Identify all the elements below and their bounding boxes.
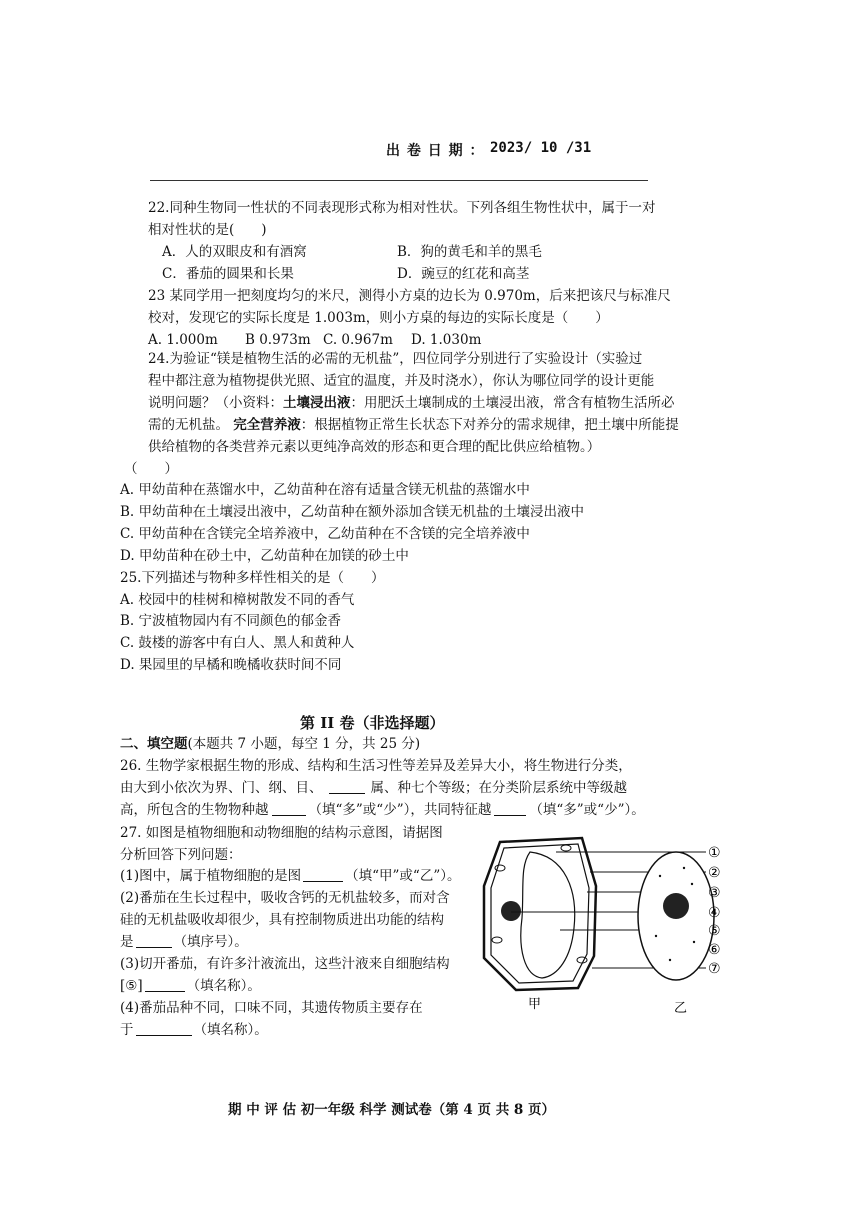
q25-option-c: C. 鼓楼的游客中有白人、黑人和黄种人 xyxy=(120,635,355,651)
q24-stem-line4: 需的无机盐。 完全营养液：根据植物正常生长状态下对养分的需求规律，把土壤中所能提 xyxy=(148,417,679,433)
label-2: ② xyxy=(708,865,721,881)
section-2-subtitle: 二、填空题(本题共 7 小题，每空 1 分，共 25 分) xyxy=(120,736,421,752)
q24-answer-paren: （ ） xyxy=(124,461,178,477)
q23-stem-line2: 校对，发现它的实际长度是 1.003m，则小方桌的每边的实际长度是（ ） xyxy=(148,310,609,326)
q23-option-b: B 0.973m xyxy=(245,332,311,348)
q25-option-a: A. 校园中的桂树和樟树散发不同的香气 xyxy=(120,592,355,608)
q27-part-2c: 是 （填序号）。 xyxy=(120,934,248,950)
q27-part-3a: (3)切开番茄，有许多汁液流出，这些汁液来自细胞结构 xyxy=(120,956,450,972)
animal-cell-diagram xyxy=(638,852,714,980)
plant-cell-wall xyxy=(484,838,596,990)
term-nutrient-solution: 完全营养液 xyxy=(233,417,301,433)
q24-option-c: C. 甲幼苗种在含镁完全培养液中，乙幼苗种在不含镁的完全培养液中 xyxy=(120,526,530,542)
q27-line2: 分析回答下列问题： xyxy=(120,847,242,863)
chloroplast xyxy=(492,937,502,943)
q27-part-4b: 于 （填名称）。 xyxy=(120,1022,268,1038)
structure-labels xyxy=(708,845,721,977)
caption-yi: 乙 xyxy=(674,1001,688,1016)
q24-stem-line1: 24.为验证“镁是植物生活的必需的无机盐”，四位同学分别进行了实验设计（实验过 xyxy=(148,351,643,367)
q23-stem-line1: 23 某同学用一把刻度均匀的米尺，测得小方桌的边长为 0.970m，后来把该尺与标准尺 xyxy=(148,288,671,304)
q22-option-b: B．狗的黄毛和羊的黑毛 xyxy=(397,244,542,260)
q26-blank-1[interactable] xyxy=(329,779,365,794)
label-4: ④ xyxy=(708,905,721,921)
q22-stem-line1: 22.同种生物同一性状的不同表现形式称为相对性状。下列各组生物性状中，属于一对 xyxy=(148,200,656,216)
q27-blank-2[interactable] xyxy=(136,933,172,948)
caption-jia: 甲 xyxy=(528,997,542,1012)
q27-blank-4[interactable] xyxy=(136,1021,192,1036)
q27-part-2a: (2)番茄在生长过程中，吸收含钙的无机盐较多，而对含 xyxy=(120,890,450,906)
q22-option-a: A．人的双眼皮和有酒窝 xyxy=(162,244,307,260)
q27-part-4a: (4)番茄品种不同，口味不同，其遗传物质主要存在 xyxy=(120,1000,423,1016)
q27-blank-3[interactable] xyxy=(145,977,185,992)
header-rule xyxy=(150,180,648,181)
q27-part-2b: 硅的无机盐吸收却很少，具有控制物质进出功能的结构 xyxy=(120,912,444,928)
page-footer: 期 中 评 估 初一年级 科学 测试卷（第 4 页 共 8 页） xyxy=(228,1102,555,1118)
label-1: ① xyxy=(708,845,721,861)
label-3: ③ xyxy=(708,885,721,901)
plant-nucleus xyxy=(501,901,521,921)
q22-option-c: C．番茄的圆果和长果 xyxy=(162,266,294,282)
animal-nucleus xyxy=(663,893,689,919)
q26-blank-3[interactable] xyxy=(494,801,526,816)
label-6: ⑥ xyxy=(708,942,721,958)
q25-option-b: B. 宁波植物园内有不同颜色的郁金香 xyxy=(120,613,342,629)
chloroplast xyxy=(577,957,587,963)
q24-option-d: D. 甲幼苗种在砂土中，乙幼苗种在加镁的砂土中 xyxy=(120,548,409,564)
q27-part-3b: [⑤] （填名称）。 xyxy=(120,978,261,994)
exam-date-value: 2023/ 10 /31 xyxy=(490,140,592,156)
q23-option-d: D. 1.030m xyxy=(411,332,482,348)
q26-blank-2[interactable] xyxy=(272,801,306,816)
q24-option-b: B. 甲幼苗种在土壤浸出液中，乙幼苗种在额外添加含镁无机盐的土壤浸出液中 xyxy=(120,504,585,520)
q27-blank-1[interactable] xyxy=(303,867,343,882)
cell-structure-figure xyxy=(470,828,740,1018)
q24-stem-line3: 说明问题？（小资料：土壤浸出液：用肥沃土壤制成的土壤浸出液，常含有植物生活所必 xyxy=(148,395,675,411)
q26-line3: 高，所包含的生物物种越 （填“多”或“少”），共同特征越 （填“多”或“少”）。 xyxy=(120,802,645,818)
q22-option-d: D．豌豆的红花和高茎 xyxy=(397,266,530,282)
q27-line1: 27. 如图是植物细胞和动物细胞的结构示意图，请据图 xyxy=(120,825,443,841)
term-soil-extract: 土壤浸出液 xyxy=(283,395,351,411)
q26-line1: 26. 生物学家根据生物的形成、结构和生活习性等差异及差异大小，将生物进行分类， xyxy=(120,758,632,774)
plant-vacuole xyxy=(521,852,575,978)
section-2-title: 第 II 卷（非选择题） xyxy=(300,714,445,732)
q24-stem-line2: 程中都注意为植物提供光照、适宜的温度，并及时浇水），你认为哪位同学的设计更能 xyxy=(148,373,655,389)
label-7: ⑦ xyxy=(708,961,721,977)
exam-date-label: 出 卷 日 期 ： xyxy=(386,143,485,159)
q22-stem-line2: 相对性状的是( ) xyxy=(148,222,267,238)
q25-option-d: D. 果园里的早橘和晚橘收获时间不同 xyxy=(120,657,342,673)
q26-line2: 由大到小依次为界、门、纲、目、 属、种七个等级；在分类阶层系统中等级越 xyxy=(120,780,627,796)
label-5: ⑤ xyxy=(708,923,721,939)
q25-stem: 25.下列描述与物种多样性相关的是（ ） xyxy=(120,570,385,586)
q24-stem-line5: 供给植物的各类营养元素以更纯净高效的形态和更合理的配比供应给植物。） xyxy=(148,439,601,455)
q27-part-1: (1)图中，属于植物细胞的是图 （填“甲”或“乙”）。 xyxy=(120,868,461,884)
chloroplast xyxy=(495,865,505,871)
q23-option-a: A. 1.000m xyxy=(148,332,218,348)
q23-option-c: C. 0.967m xyxy=(323,332,393,348)
chloroplast xyxy=(561,845,571,851)
q24-option-a: A. 甲幼苗种在蒸馏水中，乙幼苗种在溶有适量含镁无机盐的蒸馏水中 xyxy=(120,482,530,498)
